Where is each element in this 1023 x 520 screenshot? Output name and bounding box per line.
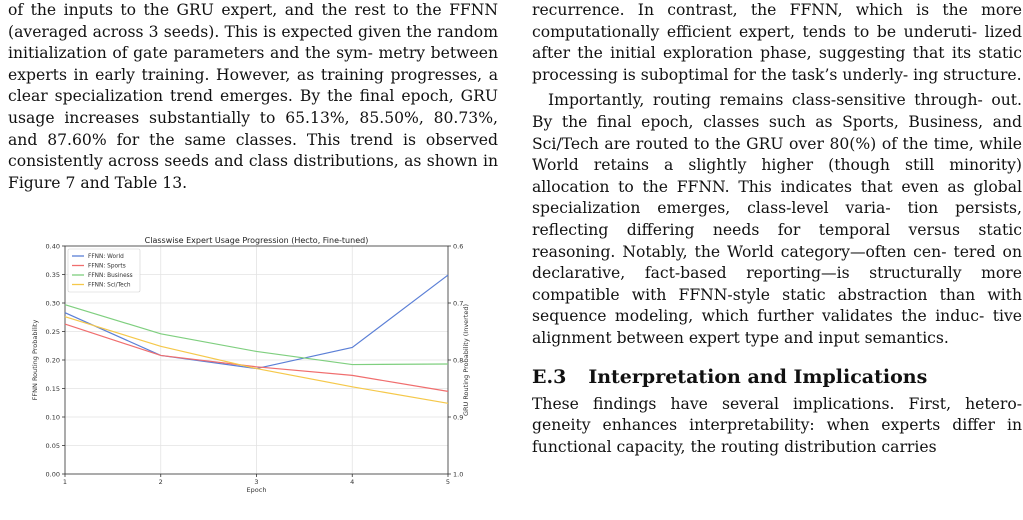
body-paragraph: [532, 0, 1022, 86]
chart-title: Classwise Expert Usage Progression (Hecto, Fine-tuned): [144, 236, 369, 245]
y-tick-label: 0.20: [45, 356, 60, 365]
y2-tick-label: 0.8: [453, 356, 464, 365]
y-tick-label: 0.40: [45, 242, 60, 251]
text-line: tive alignment between expert type and input semantics.: [532, 307, 1022, 347]
text-line: geneity enhances interpretability: when experts differ: [532, 416, 995, 435]
text-line: ing structure.: [913, 65, 1022, 84]
text-line: metry between experts in early training. However, as: [8, 44, 498, 84]
text-line: By the final epoch, GRU usage increases substantially to: [8, 87, 498, 127]
y-tick-label: 0.10: [45, 413, 60, 422]
text-line: time, while World retains a slightly higher (though still: [532, 134, 1022, 175]
text-line: more compatible with FFNN-style static abstraction than: [532, 264, 1022, 304]
y-tick-label: 0.05: [45, 442, 60, 450]
text-line: tion persists, reflecting differing needs for temporal versus: [532, 199, 1022, 239]
text-line: tered on declarative, fact-based reporting—is structurally: [532, 242, 1022, 283]
body-paragraph: [8, 0, 498, 194]
y2-tick-label: 0.9: [453, 413, 464, 422]
section-heading: [532, 366, 1022, 388]
text-line: recurrence. In contrast, the FFNN, which is the more: [532, 1, 1022, 19]
left-column: [8, 0, 498, 494]
line-chart-figure: [8, 232, 498, 500]
legend-label: FFNN: Sports: [88, 263, 126, 270]
body-paragraph: [532, 394, 1022, 459]
text-line: minority) allocation to the FFNN. This indicates that: [532, 156, 1022, 196]
y2-tick-label: 0.7: [453, 299, 464, 308]
text-line: static reasoning. Notably, the World category—often cen-: [532, 220, 1022, 261]
text-line: Importantly, routing remains class-sensitive through-: [548, 91, 983, 110]
section-title: Interpretation and Implications: [588, 365, 928, 388]
legend-label: FFNN: Business: [88, 273, 133, 280]
y-tick-label: 0.15: [45, 385, 60, 393]
text-line: This trend is observed consistently across seeds and class: [8, 130, 498, 171]
text-line: even as global specialization emerges, class-level varia-: [532, 177, 1022, 218]
y-tick-label: 0.35: [45, 271, 60, 279]
text-line: These findings have several implications. First, hetero-: [532, 394, 1022, 413]
y-axis-label: FFNN Routing Probability: [31, 319, 39, 401]
right-column: [532, 0, 1022, 458]
x-tick-label: 4: [350, 478, 355, 486]
text-line: the random initialization of gate parameters and the sym-: [8, 22, 498, 63]
text-line: training progresses, a clear specialization trend emerges.: [8, 65, 498, 106]
y-tick-label: 0.25: [45, 328, 60, 336]
x-tick-label: 2: [158, 478, 163, 486]
x-tick-label: 3: [254, 478, 259, 486]
text-line: in functional capacity, the routing distribution carries: [532, 416, 1022, 456]
text-line: lized after the initial exploration phase, suggesting that: [532, 22, 1022, 63]
text-line: with sequence modeling, which further validates the induc-: [532, 285, 1022, 326]
legend-label: FFNN: World: [88, 254, 124, 261]
x-tick-label: 1: [62, 478, 68, 486]
text-line: distributions, as shown in Figure 7 and Table 13.: [8, 152, 498, 192]
y-tick-label: 0.30: [45, 299, 60, 308]
y-tick-label: 0.00: [45, 470, 60, 479]
y2-tick-label: 1.0: [453, 470, 464, 479]
text-line: of the inputs to the GRU expert, and the rest to the: [8, 1, 442, 19]
y2-axis-label: GRU Routing Probability (Inverted): [462, 303, 470, 417]
text-line: its static processing is suboptimal for the task’s underly-: [532, 44, 1022, 84]
section-number: E.3: [532, 365, 567, 388]
text-line: out. By the final epoch, classes such as Sports, Business,: [532, 91, 1022, 131]
x-tick-label: 5: [445, 478, 451, 486]
y2-tick-label: 0.6: [453, 242, 464, 251]
x-axis-label: Epoch: [246, 486, 267, 494]
text-line: computationally efficient expert, tends to be underuti-: [532, 22, 977, 41]
text-line: and Sci/Tech are routed to the GRU over 80(%) of the: [532, 112, 1022, 153]
text-line: 65.13%, 85.50%, 80.73%, and 87.60% for the same classes.: [8, 108, 498, 149]
body-paragraph: [532, 90, 1022, 349]
text-line: FFNN (averaged across 3 seeds). This is expected given: [8, 1, 498, 41]
legend-label: FFNN: Sci/Tech: [88, 282, 131, 289]
